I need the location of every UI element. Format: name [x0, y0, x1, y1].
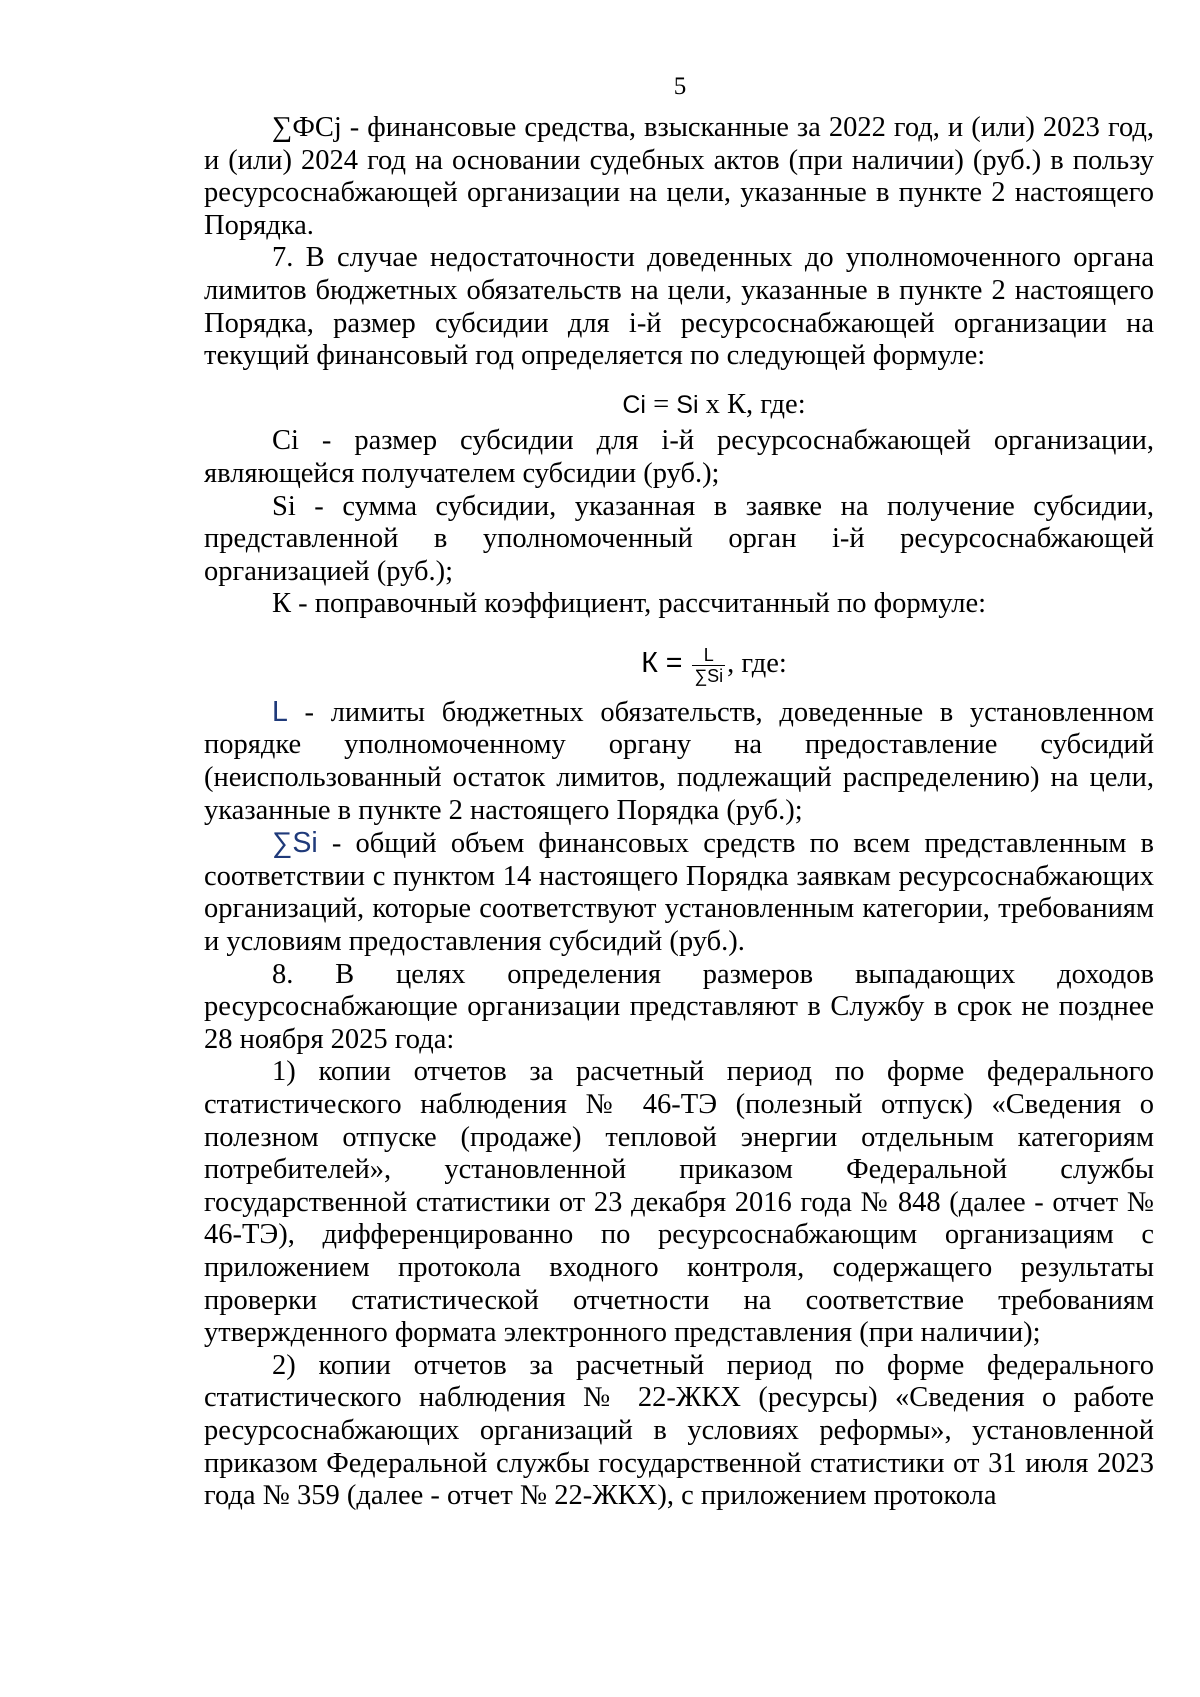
fraction-numerator: L [692, 645, 725, 666]
document-body [204, 112, 1154, 1513]
paragraph-ci-definition: Ci - размер субсидии для i-й ресурсоснабжающей организации, являющейся получателем субсидии (руб.); [204, 425, 1154, 489]
paragraph-7: 7. В случае недостаточности доведенных до уполномоченного органа лимитов бюджетных обязательств на цели, указанные в пункте 2 настоящего Порядка, размер субсидии для i-й ресурсоснабжающей организации на текущий финансовый год определяется по следующей формуле: [204, 242, 1154, 372]
list-item-2: 2) копии отчетов за расчетный период по форме федерального статистического наблюдения № 22-ЖКХ (ресурсы) «Сведения о работе ресурсоснабжающих организаций в условиях реформы», установленной приказом Федеральной службы государственной статистики от 31 июля 2023 года № 359 (далее - отчет № 22-ЖКХ), с приложением протокола [204, 1349, 1154, 1512]
formula-k-tail: , где: [727, 647, 787, 679]
formula-subsidy [204, 389, 1154, 422]
fraction-denominator: ∑Si [694, 665, 724, 686]
formula-tail: x К, где: [698, 388, 806, 420]
l-symbol: L [272, 695, 288, 728]
paragraph-fscj-definition: ∑ФСj - финансовые средства, взысканные за 2022 год, и (или) 2023 год, и (или) 2024 год на основании судебных актов (при наличии) (руб.) в пользу ресурсоснабжающей организации на цели, указанные в пункте 2 настоящего Порядка. [204, 112, 1154, 241]
list-item-1: 1) копии отчетов за расчетный период по форме федерального статистического наблюдения № 46-ТЭ (полезный отпуск) «Сведения о полезном отпуске (продаже) тепловой энергии отдельным категориям потребителей», установленной приказом Федеральной службы государственной статистики от 23 декабря 2016 года № 848 (далее - отчет № 46-ТЭ), дифференцированно по ресурсоснабжающим организациям с приложением протокола входного контроля, содержащего результаты проверки статистической отчетности на соответствие требованиям утвержденного формата электронного представления (при наличии); [204, 1056, 1154, 1349]
page-number: 5 [673, 73, 687, 100]
formula-equals: = [645, 388, 677, 420]
formula-fraction [692, 645, 725, 686]
paragraph-l-definition [204, 696, 1154, 827]
l-definition-text: - лимиты бюджетных обязательств, доведенные в установленном порядке уполномоченному органу на предоставление субсидий (неиспользованный остаток лимитов, подлежащий распределению) на цели, указанные в пункте 2 настоящего Порядка (руб.); [204, 696, 1154, 826]
sum-si-definition-text: - общий объем финансовых средств по всем представленным в соответствии с пунктом 14 настоящего Порядка заявкам ресурсоснабжающих организаций, которые соответствуют установленным категории, требованиям и условиям предоставления субсидий (руб.). [204, 828, 1154, 958]
formula-coefficient [204, 643, 1154, 686]
formula-si-symbol: Si [676, 390, 699, 419]
paragraph-k-definition: К - поправочный коэффициент, рассчитанный по формуле: [272, 588, 987, 620]
formula-k-equals: = [657, 646, 691, 679]
formula-k-symbol: К [641, 646, 658, 679]
sum-si-symbol: ∑Si [272, 827, 318, 860]
formula-ci-symbol: Ci [622, 390, 646, 419]
paragraph-8: 8. В целях определения размеров выпадающих доходов ресурсоснабжающие организации представляют в Службу в срок не позднее 28 ноября 2025 года: [204, 958, 1154, 1055]
paragraph-si-definition: Si - сумма субсидии, указанная в заявке на получение субсидии, представленной в уполномоченный орган i-й ресурсоснабжающей организацией (руб.); [204, 490, 1154, 587]
paragraph-sum-si-definition [204, 827, 1154, 958]
